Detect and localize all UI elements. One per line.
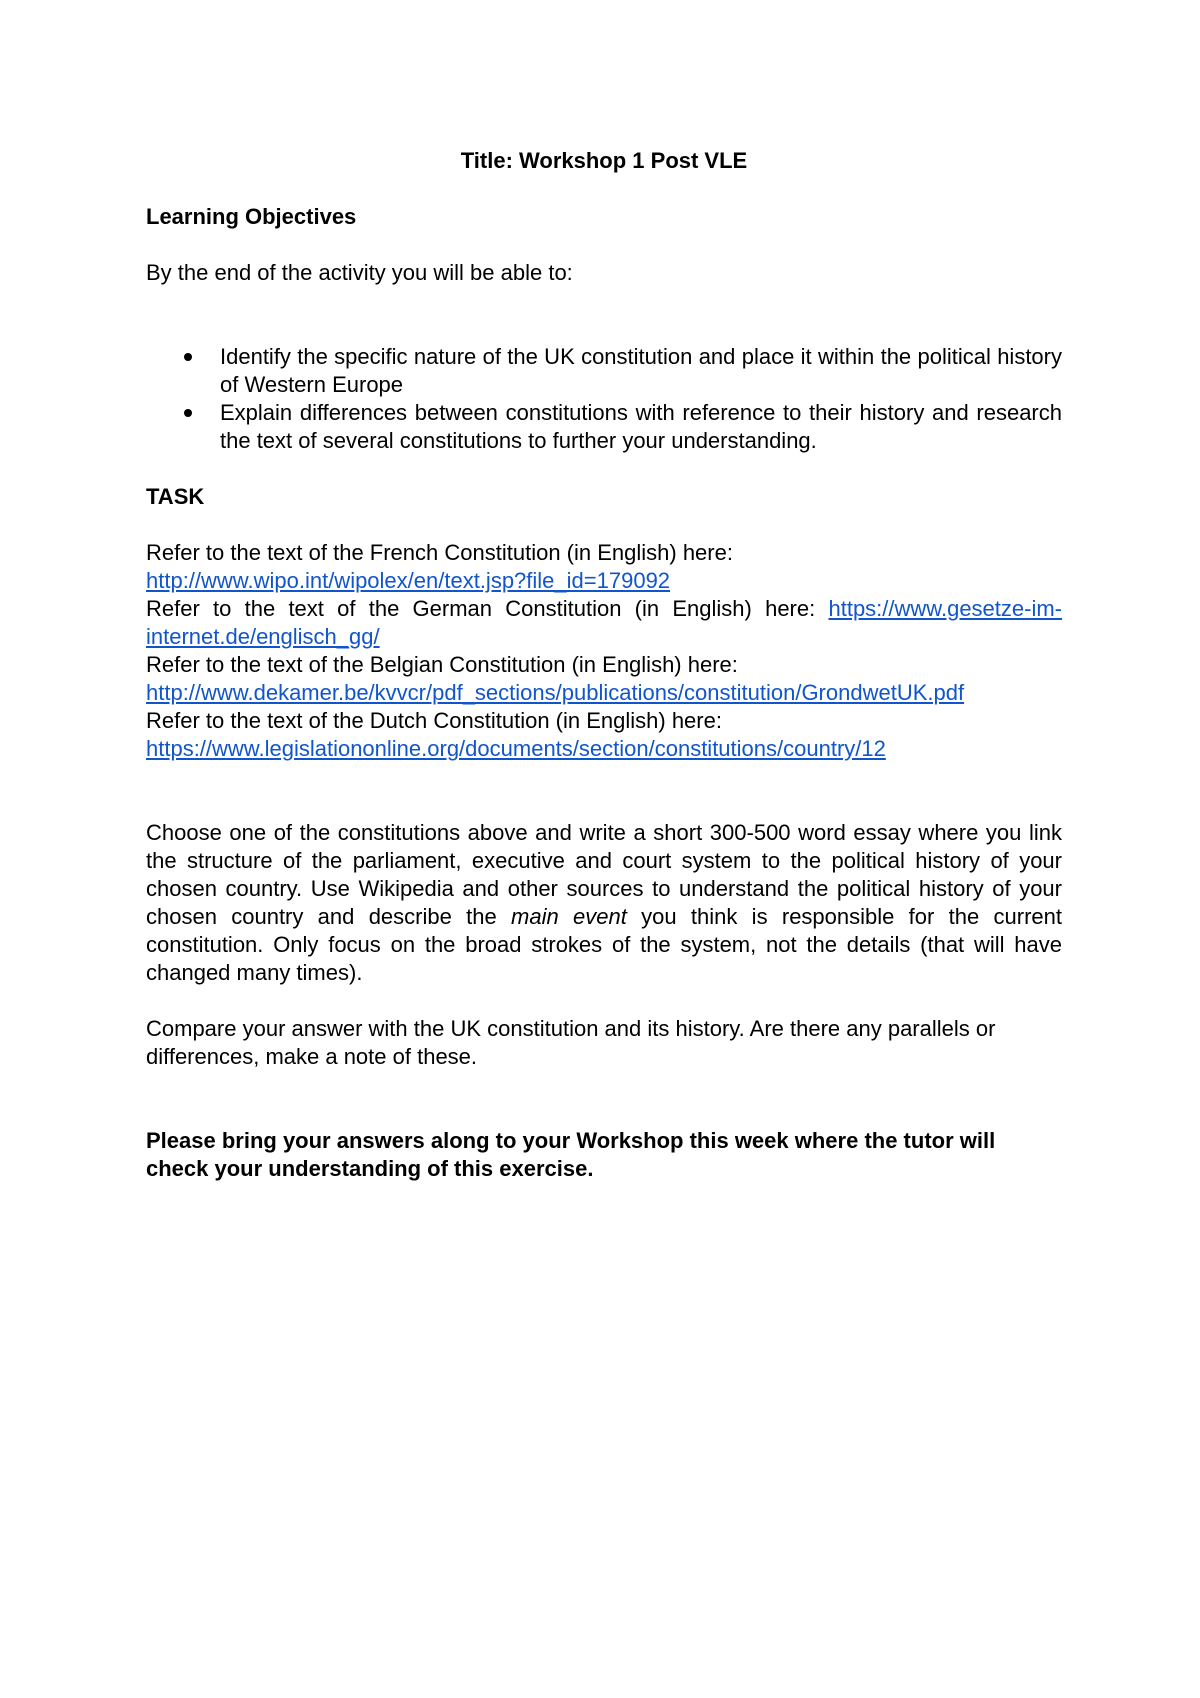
german-constitution-ref: [146, 595, 1062, 651]
document-title: Title: Workshop 1 Post VLE: [460, 148, 748, 173]
learning-objectives-heading: Learning Objectives: [146, 204, 357, 229]
french-constitution-link[interactable]: http://www.wipo.int/wipolex/en/text.jsp?file_id=179092: [146, 568, 671, 593]
list-item: [146, 399, 1062, 455]
belgian-constitution-ref: [146, 651, 1062, 707]
objectives-intro: By the end of the activity you will be able to:: [146, 260, 573, 285]
compare-instructions: Compare your answer with the UK constitution and its history. Are there any parallels or differences, make a note of these.: [146, 1016, 996, 1069]
essay-text-after: you think is responsible for the current constitution. Only focus on the broad strokes of the system, not the details (that will have changed many times).: [146, 904, 1063, 985]
bullet-icon: [184, 409, 192, 417]
objective-text: Identify the specific nature of the UK constitution and place it within the political history of Western Europe: [220, 344, 1062, 397]
dutch-constitution-link[interactable]: https://www.legislationonline.org/documents/section/constitutions/country/12: [146, 736, 886, 761]
objectives-list: [146, 343, 1062, 455]
ref-text: Refer to the text of the French Constitution (in English) here:: [146, 540, 733, 565]
list-item: [146, 343, 1062, 399]
german-constitution-link[interactable]: https://www.gesetze-im-internet.de/englisch_gg/: [146, 596, 1062, 649]
french-constitution-ref: [146, 539, 1062, 595]
objective-text: Explain differences between constitutions with reference to their history and research the text of several constitutions to further your understanding.: [220, 400, 1062, 453]
ref-text: Refer to the text of the Belgian Constitution (in English) here:: [146, 652, 738, 677]
essay-emphasis: main event: [511, 904, 627, 929]
ref-text: Refer to the text of the Dutch Constitution (in English) here:: [146, 708, 722, 733]
belgian-constitution-link[interactable]: http://www.dekamer.be/kvvcr/pdf_sections/publications/constitution/GrondwetUK.pdf: [146, 680, 965, 705]
essay-text-before: Choose one of the constitutions above and write a short 300-500 word essay where you link the structure of the parliament, executive and court system to the political history of your chosen country. Use Wikipedia and other sources to understand the political history of your chosen country and describe the: [146, 820, 1062, 929]
bullet-icon: [184, 353, 192, 361]
ref-text: Refer to the text of the German Constitution (in English) here:: [146, 596, 816, 621]
document-body: [146, 147, 1062, 1183]
task-heading: TASK: [146, 484, 205, 509]
essay-instructions: [146, 819, 1062, 987]
dutch-constitution-ref: [146, 707, 1062, 763]
closing-note: Please bring your answers along to your Workshop this week where the tutor will check your understanding of this exercise.: [146, 1128, 996, 1181]
